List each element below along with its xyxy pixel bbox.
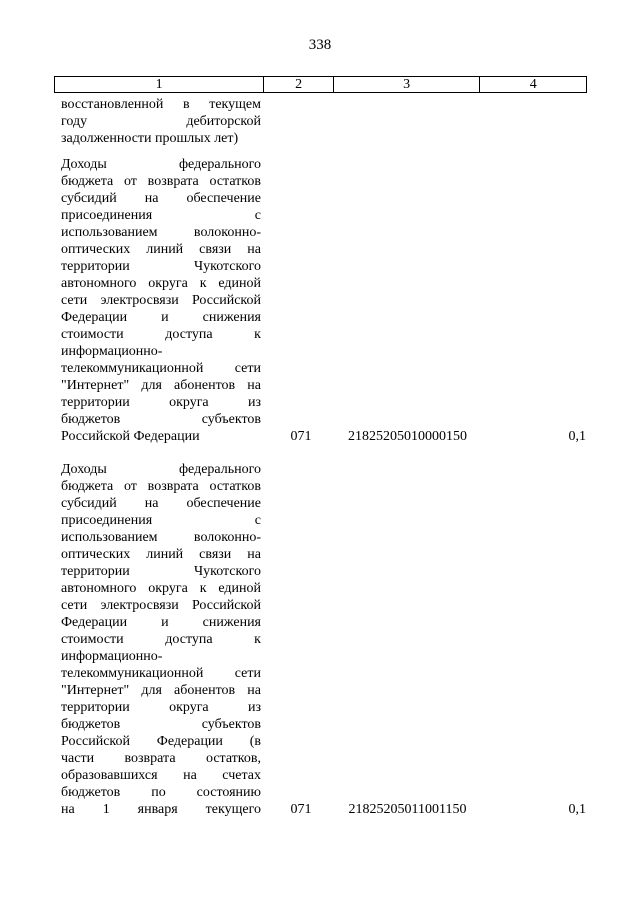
description-line: восстановленной в текущем xyxy=(61,97,261,112)
description-line: бюджета от возврата остатков xyxy=(61,174,261,189)
description-line: стоимости доступа к xyxy=(61,632,261,647)
description-line: информационно- xyxy=(61,344,163,359)
description-line: территории округа из xyxy=(61,700,261,715)
description-line: Доходы федерального xyxy=(61,462,261,477)
description-line: Российской Федерации xyxy=(61,429,200,444)
page-number: 338 xyxy=(308,37,332,53)
table-header-col-3: 3 xyxy=(334,77,480,92)
kbk-code: 21825205010000150 xyxy=(348,429,467,444)
amount: 0,1 xyxy=(568,429,586,444)
description-line: субсидий на обеспечение xyxy=(61,496,261,511)
description-line: бюджетов по состоянию xyxy=(61,785,261,800)
description-line: "Интернет" для абонентов на xyxy=(61,683,261,698)
description-line: использованием волоконно- xyxy=(61,530,261,545)
description-line: бюджетов субъектов xyxy=(61,717,261,732)
description-line: информационно- xyxy=(61,649,163,664)
kbk-code: 21825205011001150 xyxy=(348,802,467,817)
admin-code: 071 xyxy=(290,802,312,817)
table-header-col-4: 4 xyxy=(529,77,537,92)
description-line: присоединения с xyxy=(61,513,261,528)
description-line: сети электросвязи Российской xyxy=(61,598,261,613)
row-description xyxy=(61,96,261,147)
description-line: Доходы федерального xyxy=(61,157,261,172)
description-line: территории Чукотского xyxy=(61,259,261,274)
amount: 0,1 xyxy=(568,802,586,817)
description-line: на 1 января текущего xyxy=(61,802,261,817)
table-header-col-2: 2 xyxy=(264,77,334,92)
admin-code: 071 xyxy=(290,429,312,444)
table-row xyxy=(61,156,261,445)
description-line: сети электросвязи Российской xyxy=(61,293,261,308)
description-line: Федерации и снижения xyxy=(61,310,261,325)
row-description xyxy=(61,156,261,445)
description-line: году дебиторской xyxy=(61,114,261,129)
description-line: бюджетов субъектов xyxy=(61,412,261,427)
description-line: Федерации и снижения xyxy=(61,615,261,630)
description-line: автономного округа к единой xyxy=(61,276,261,291)
description-line: части возврата остатков, xyxy=(61,751,261,766)
description-line: стоимости доступа к xyxy=(61,327,261,342)
description-line: телекоммуникационной сети xyxy=(61,361,261,376)
description-line: присоединения с xyxy=(61,208,261,223)
table-header-col-1: 1 xyxy=(55,77,264,92)
table-row xyxy=(61,96,261,147)
row-description xyxy=(61,461,261,818)
description-line: территории Чукотского xyxy=(61,564,261,579)
description-line: оптических линий связи на xyxy=(61,242,261,257)
description-line: оптических линий связи на xyxy=(61,547,261,562)
table-header-row xyxy=(54,76,587,93)
description-line: образовавшихся на счетах xyxy=(61,768,261,783)
description-line: задолженности прошлых лет) xyxy=(61,131,239,146)
description-line: телекоммуникационной сети xyxy=(61,666,261,681)
description-line: бюджета от возврата остатков xyxy=(61,479,261,494)
description-line: использованием волоконно- xyxy=(61,225,261,240)
description-line: Российской Федерации (в xyxy=(61,734,261,749)
description-line: субсидий на обеспечение xyxy=(61,191,261,206)
table-row xyxy=(61,461,261,818)
description-line: "Интернет" для абонентов на xyxy=(61,378,261,393)
description-line: автономного округа к единой xyxy=(61,581,261,596)
description-line: территории округа из xyxy=(61,395,261,410)
